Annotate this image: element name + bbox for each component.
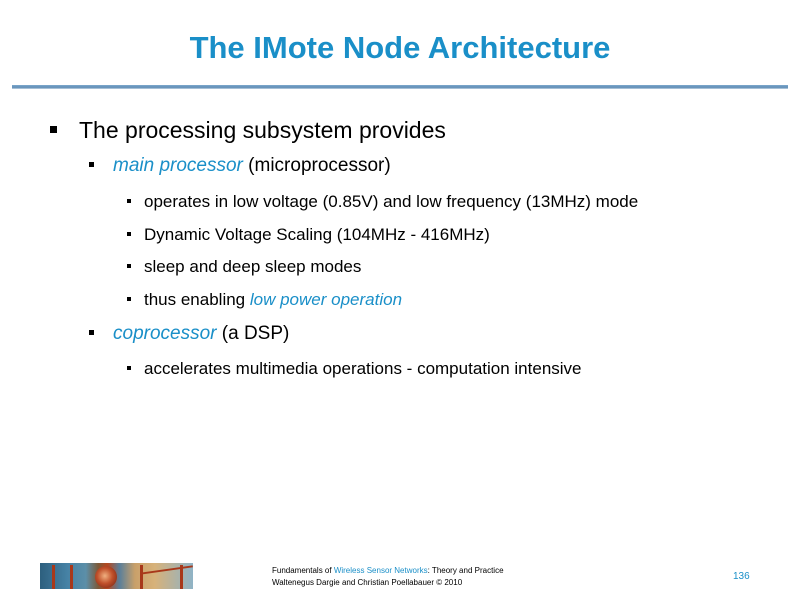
low-power-prefix: thus enabling bbox=[144, 290, 250, 309]
bridge-tower-icon bbox=[70, 565, 73, 589]
main-processor-desc: (microprocessor) bbox=[242, 155, 391, 176]
coprocessor-desc: (a DSP) bbox=[216, 323, 290, 344]
bullet-square-icon bbox=[127, 199, 131, 203]
bullet-l3-low-power bbox=[144, 290, 402, 310]
page-number: 136 bbox=[733, 571, 750, 582]
low-power-term: low power operation bbox=[249, 290, 403, 309]
bullet-l3-dvs: Dynamic Voltage Scaling (104MHz - 416MHz) bbox=[144, 225, 490, 244]
main-processor-term: main processor bbox=[113, 155, 243, 176]
bullet-l2-coprocessor bbox=[113, 323, 289, 345]
footer-line-2: Waltenegus Dargie and Christian Poellabauer © 2010 bbox=[272, 578, 463, 587]
coprocessor-term: coprocessor bbox=[113, 323, 217, 344]
footer-book-title: Wireless Sensor Networks bbox=[333, 566, 428, 575]
footer-citation bbox=[272, 565, 504, 589]
bullet-square-icon bbox=[50, 126, 57, 133]
bullet-l3-sleep-modes: sleep and deep sleep modes bbox=[144, 257, 362, 276]
bullet-l3-multimedia: accelerates multimedia operations - computation intensive bbox=[144, 359, 582, 378]
bridge-tower-icon bbox=[140, 565, 143, 589]
bullet-square-icon bbox=[127, 366, 131, 370]
bullet-l1-processing-subsystem: The processing subsystem provides bbox=[79, 117, 446, 143]
bridge-tower-icon bbox=[52, 565, 55, 589]
bullet-square-icon bbox=[127, 264, 131, 268]
footer-banner-image bbox=[40, 563, 193, 589]
slide-title: The IMote Node Architecture bbox=[189, 30, 611, 65]
title-divider bbox=[12, 85, 788, 89]
eye-image-icon bbox=[95, 566, 117, 588]
bullet-square-icon bbox=[127, 232, 131, 236]
bullet-l2-main-processor bbox=[113, 155, 391, 177]
footer-prefix: Fundamentals of bbox=[272, 566, 334, 575]
footer-suffix: : Theory and Practice bbox=[427, 566, 504, 575]
bridge-cable-icon bbox=[140, 565, 193, 574]
bullet-l3-low-voltage: operates in low voltage (0.85V) and low frequency (13MHz) mode bbox=[144, 192, 639, 211]
bullet-square-icon bbox=[127, 297, 131, 301]
bullet-square-icon bbox=[89, 330, 94, 335]
bullet-square-icon bbox=[89, 162, 94, 167]
footer-line-1 bbox=[272, 565, 504, 577]
